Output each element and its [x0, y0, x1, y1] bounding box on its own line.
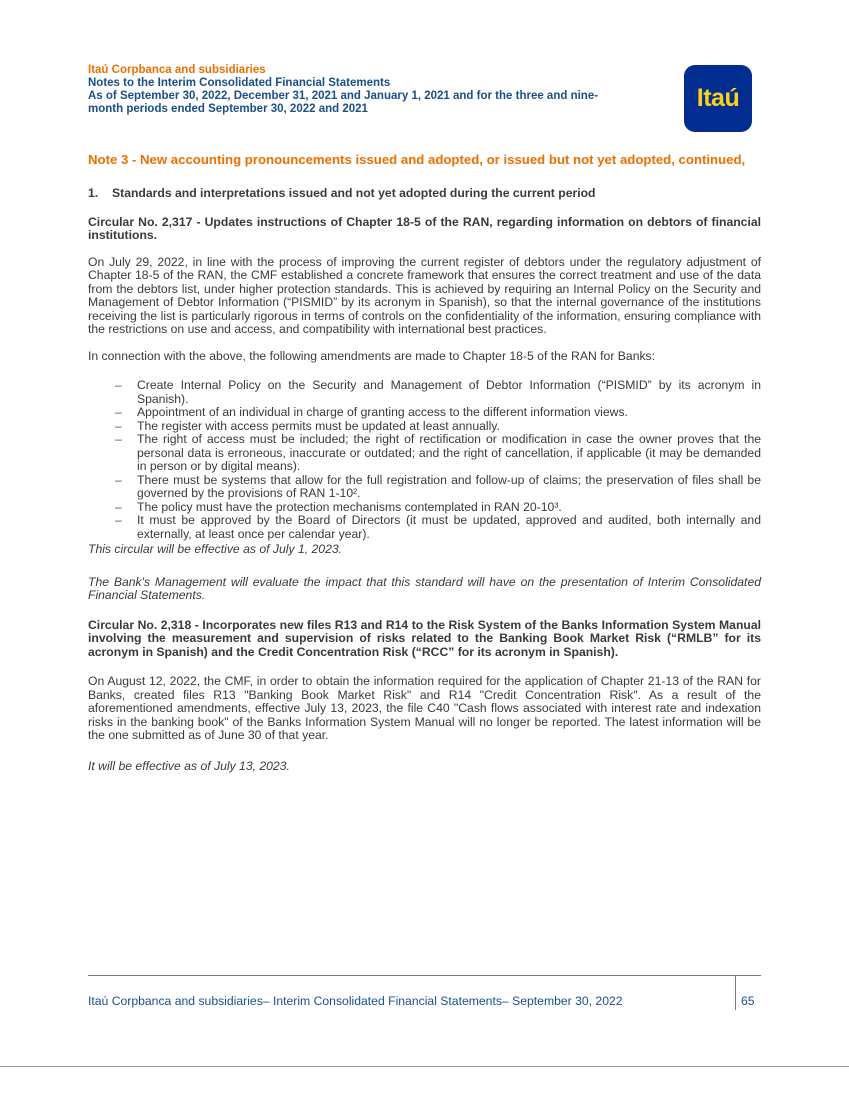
- bullet-dash: –: [115, 513, 122, 527]
- circular-2317-title: Circular No. 2,317 - Updates instructions of Chapter 18-5 of the RAN, regarding information on debtors of financial institutions.: [88, 214, 761, 242]
- itau-logo: [684, 65, 752, 132]
- bullet-dash: –: [115, 472, 122, 487]
- bullet-dash: –: [115, 418, 122, 433]
- header-line-2: As of September 30, 2022, December 31, 2021 and January 1, 2021 and for the three and nine-: [88, 90, 599, 102]
- list-item: – The policy must have the protection mechanisms contemplated in RAN 20-10³.: [115, 499, 562, 514]
- section-title: Standards and interpretations issued and not yet adopted during the current period: [112, 186, 596, 200]
- page-content: [88, 152, 761, 786]
- page-header: [88, 64, 668, 116]
- bullet-dash: –: [115, 405, 122, 419]
- header-company: Itaú Corpbanca and subsidiaries: [88, 64, 266, 76]
- list-item: – There must be systems that allow for the full registration and follow-up of claims; the preservation of files shall be governed by the provisions of RAN 1-10².: [115, 472, 761, 500]
- bullet-dash: –: [115, 432, 122, 446]
- section-heading: [88, 187, 761, 201]
- bullet-dash: –: [115, 378, 122, 392]
- list-item: – Create Internal Policy on the Security and Management of Debtor Information (“PISMID” by its acronym in Spanish).: [115, 378, 761, 406]
- bullet-dash: –: [115, 499, 122, 514]
- circular-2318-title: Circular No. 2,318 - Incorporates new files R13 and R14 to the Risk System of the Banks Information System Manual involving the measurement and supervision of risks related to the Banking Book Market Risk (“RMLB” for its acronym in Spanish) and the Credit Concentration Risk (“RCC” for its acronym in Spanish).: [88, 617, 761, 659]
- header-line-3: month periods ended September 30, 2022 and 2021: [88, 103, 368, 115]
- footer-text: Itaú Corpbanca and subsidiaries– Interim Consolidated Financial Statements– September 30, 2022: [88, 994, 623, 1008]
- circular-2317-paragraph-2: In connection with the above, the following amendments are made to Chapter 18-5 of the RAN for Banks:: [88, 348, 656, 363]
- logo-text: Itaú: [696, 84, 740, 112]
- page-number: 65: [741, 994, 755, 1008]
- list-item: – The right of access must be included; the right of rectification or modification in case the owner proves that the personal data is erroneous, inaccurate or outdated; and the right of cancellation, if applicable (it may be demanded in person or by digital means).: [115, 432, 761, 473]
- footer-vertical-divider: [735, 976, 736, 1010]
- circular-2317-impact: The Bank's Management will evaluate the impact that this standard will have on the presentation of Interim Consolidated Financial Statements.: [88, 574, 761, 602]
- page-bottom-divider: [0, 1066, 849, 1067]
- header-line-1: Notes to the Interim Consolidated Financial Statements: [88, 77, 391, 89]
- list-item: – Appointment of an individual in charge of granting access to the different information views.: [115, 405, 628, 419]
- footer-divider: [88, 975, 761, 976]
- circular-2318-effective-date: It will be effective as of July 13, 2023.: [88, 758, 290, 773]
- circular-2317-effective-date: This circular will be effective as of July 1, 2023.: [88, 542, 343, 556]
- amendments-list: [88, 379, 761, 541]
- note-title: Note 3 - New accounting pronouncements issued and adopted, or issued but not yet adopted, continued,: [88, 152, 746, 167]
- circular-2318-paragraph-1: On August 12, 2022, the CMF, in order to obtain the information required for the application of Chapter 21-13 of the RAN for Banks, created files R13 "Banking Book Market Risk" and R14 "Credit Concentration Risk". As a result of the aforementioned amendments, effective July 13, 2023, the file C40 "Cash flows associated with interest rate and indexation risks in the banking book" of the Banks Information System Manual will no longer be reported. The latest information will be the one submitted as of June 30 of that year.: [88, 674, 761, 742]
- list-item: – The register with access permits must be updated at least annually.: [115, 418, 500, 433]
- circular-2317-paragraph-1: On July 29, 2022, in line with the process of improving the current register of debtors under the regulatory adjustment of Chapter 18-5 of the RAN, the CMF established a concrete framework that ensures the correct treatment and use of the data from the debtors list, under higher protection standards. This is achieved by requiring an Internal Policy on the Security and Management of Debtor Information (“PISMID” by its acronym in Spanish), so that the internal governance of the institutions receiving the list is particularly rigorous in terms of controls on the confidentiality of the information, ensuring compliance with the restrictions on use and access, and compatibility with international best practices.: [88, 254, 761, 336]
- list-item: – It must be approved by the Board of Directors (it must be updated, approved and audited, both internally and externally, at least once per calendar year).: [115, 513, 761, 541]
- section-number: 1.: [88, 186, 99, 200]
